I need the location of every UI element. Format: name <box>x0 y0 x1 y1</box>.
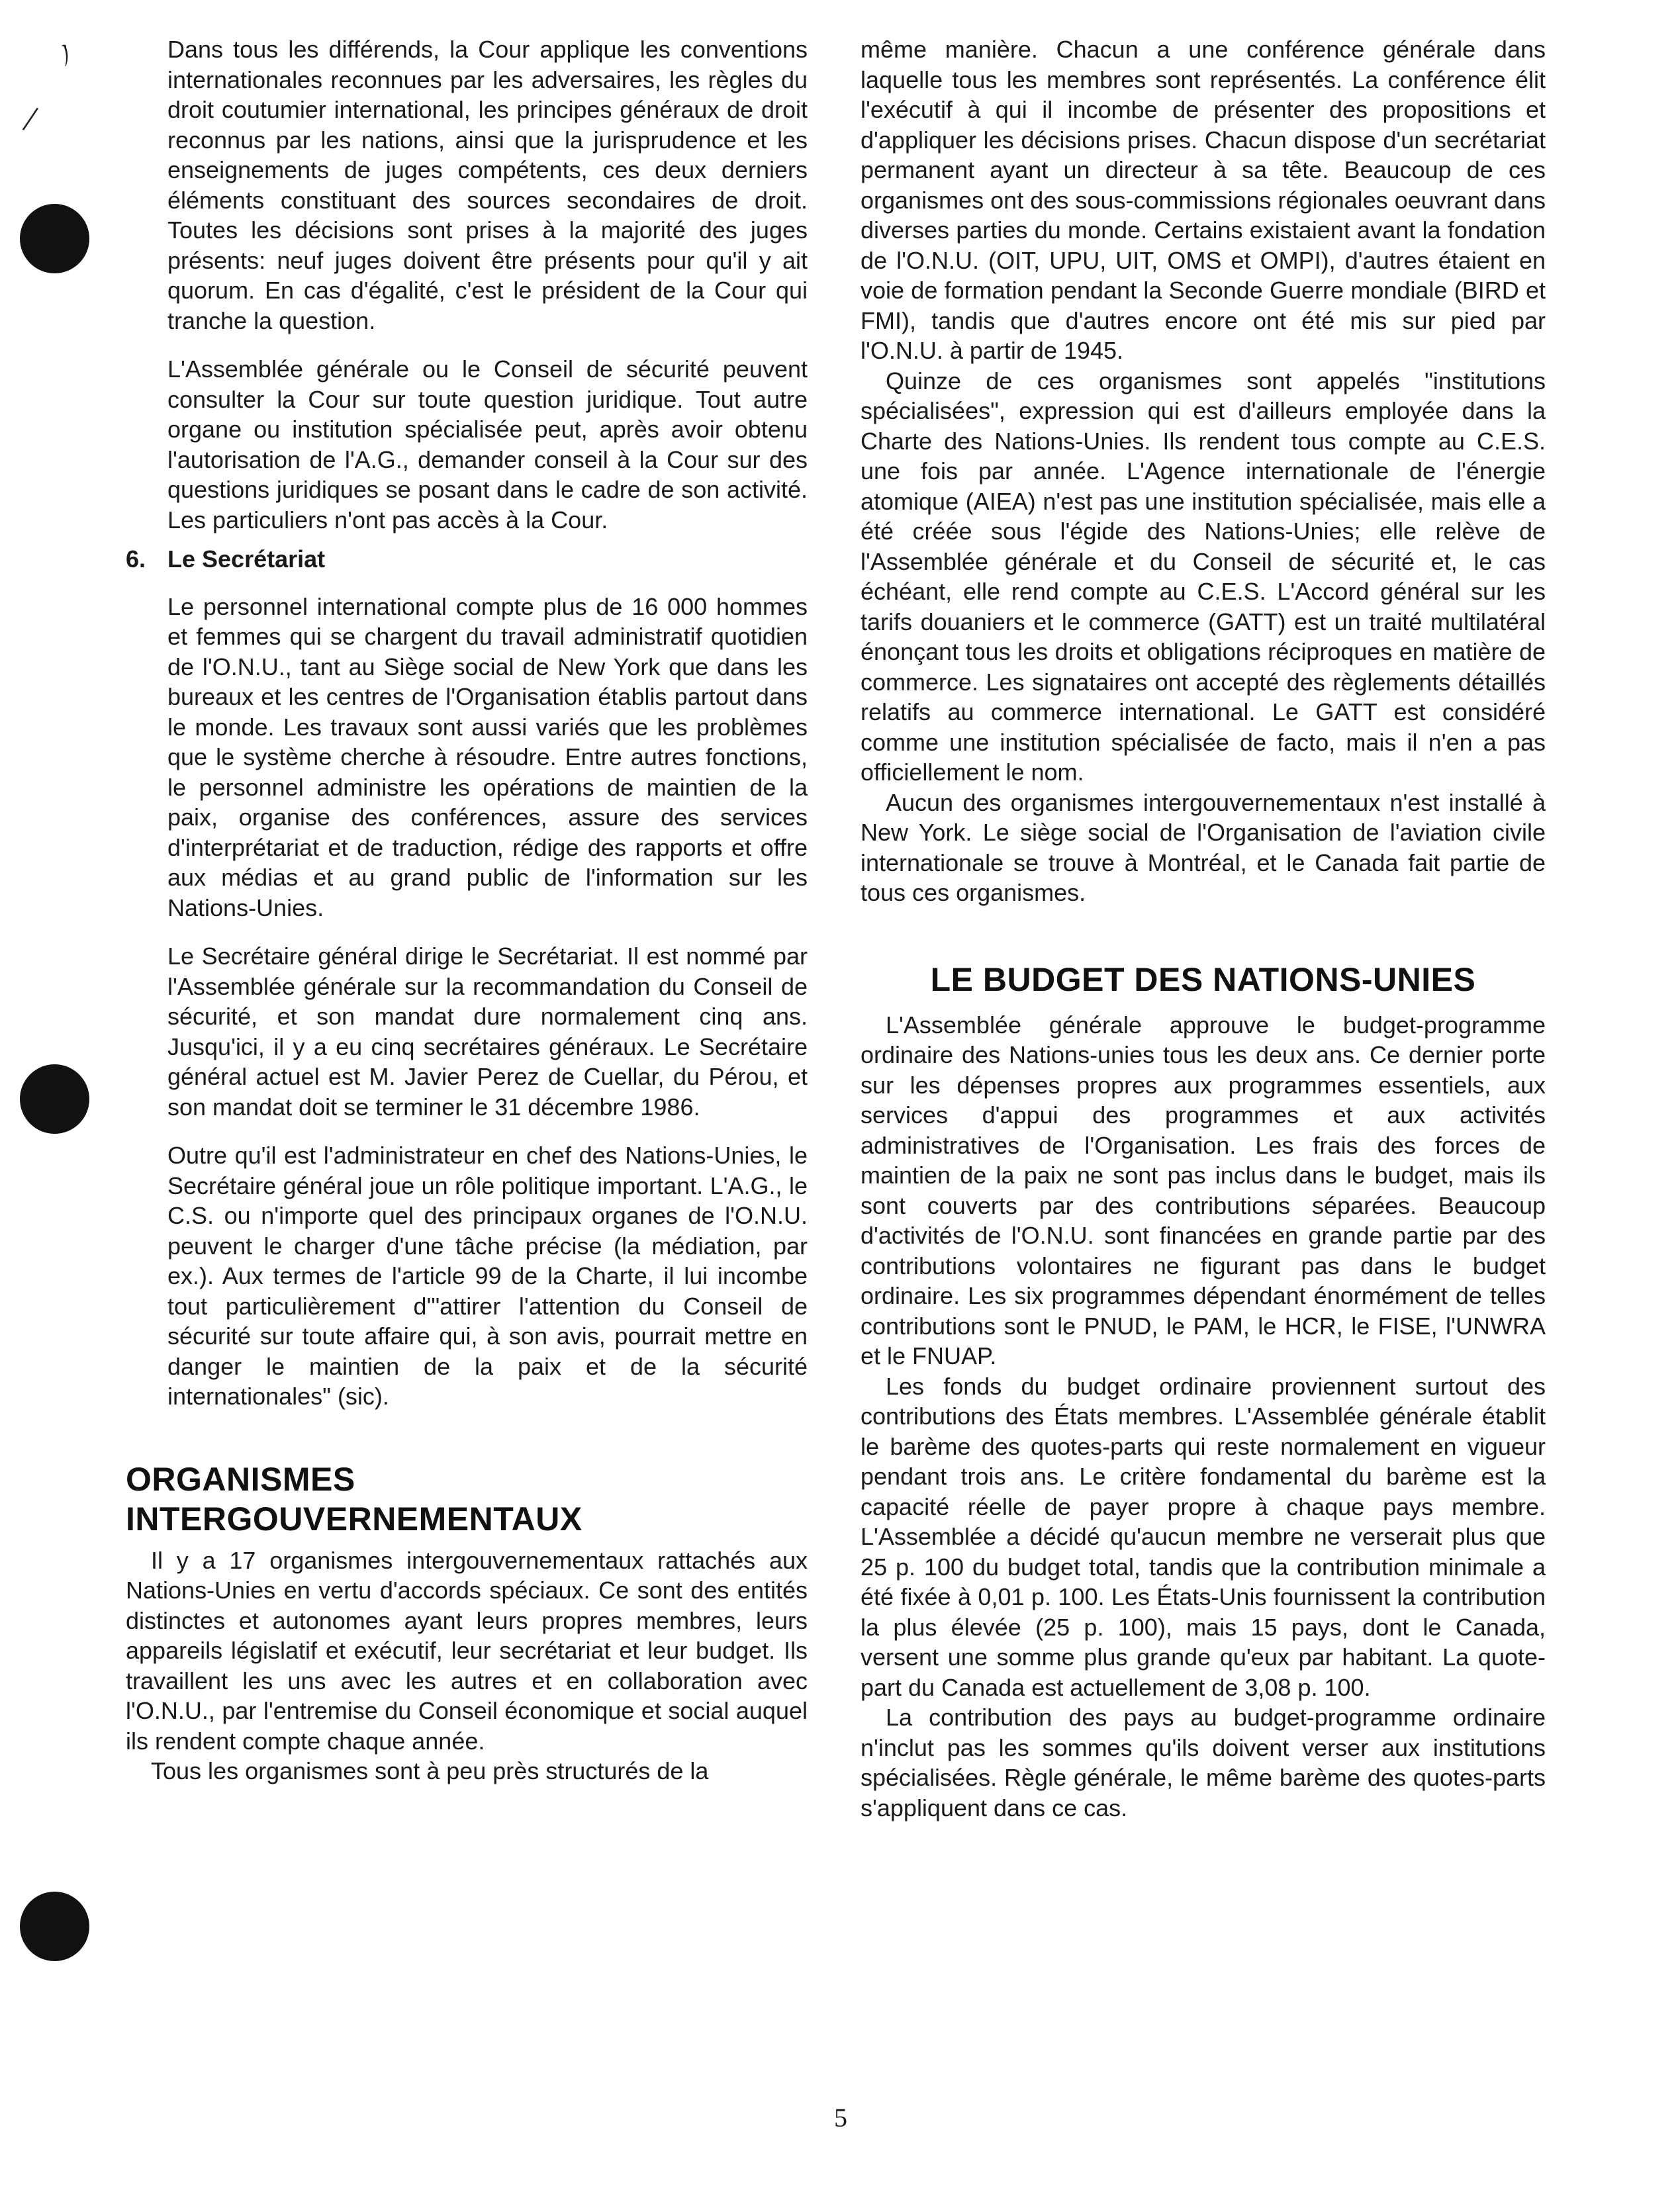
margin-mark-top: ﾉ <box>52 38 79 71</box>
punch-hole-middle <box>20 1064 89 1134</box>
right-column <box>861 34 1546 1823</box>
budget-paragraph: L'Assemblée générale approuve le budget-programme ordinaire des Nations-unies tous les deux ans. Ce dernier porte sur les dépenses propres aux programmes essentiels, aux services d'appui des programmes et aux activités administratives de l'Organisation. Les frais des forces de maintien de la paix ne sont pas inclus dans le budget, mais ils sont couverts par des contributions séparées. Beaucoup d'activités de l'O.N.U. sont financées en grande partie par des contributions volontaires ne figurant pas dans le budget ordinaire. Les six programmes dépendant énormément de telles contributions sont le PNUD, le PAM, le HCR, le FISE, l'UNWRA et le FNUAP. <box>861 1011 1546 1369</box>
page-number: 5 <box>834 2103 847 2133</box>
budget-paragraph: La contribution des pays au budget-programme ordinaire n'inclut pas les sommes qu'ils doivent verser aux institutions spécialisées. Règle générale, le même barème des quotes-parts s'appliquent dans ce cas. <box>861 1704 1546 1821</box>
organismes-paragraph: Aucun des organismes intergouvernementaux n'est installé à New York. Le siège social de l'Organisation de l'aviation civile internationale se trouve à Montréal, et le Canada fait partie de tous ces organismes. <box>861 788 1546 906</box>
organismes-paragraph: Il y a 17 organismes intergouvernementaux rattachés aux Nations-Unies en vertu d'accords spéciaux. Ce sont des entités distinctes et autonomes ayant leurs propres membres, leurs appareils législatif et exécutif, leur secrétariat et leur budget. Ils travaillent les uns avec les autres et en collaboration avec l'O.N.U., par l'entremise du Conseil économique et social auquel ils rendent compte chaque année. <box>126 1546 808 1755</box>
continuation-paragraph: même manière. Chacun a une conférence générale dans laquelle tous les membres sont représentés. La conférence élit l'exécutif à qui il incombe de présenter des propositions et d'appliquer les décisions prises. Chacun dispose d'un secrétariat permanent ayant un directeur à sa tête. Beaucoup de ces organismes ont des sous-commissions régionales oeuvrant dans diverses parties du monde. Certains existaient avant la fondation de l'O.N.U. (OIT, UPU, UIT, OMS et OMPI), d'autres étaient en voie de formation pendant la Seconde Guerre mondiale (BIRD et FMI), tandis que d'autres encore ont été mis sur pied par l'O.N.U. à partir de 1945. <box>861 36 1546 364</box>
section-title: Le Secrétariat <box>167 545 326 573</box>
punch-hole-bottom <box>20 1892 89 1961</box>
organismes-heading: ORGANISMES INTERGOUVERNEMENTAUX <box>126 1460 583 1538</box>
secretariat-paragraph: Le Secrétaire général dirige le Secrétariat. Il est nommé par l'Assemblée générale sur la recommandation du Conseil de sécurité, et son mandat dure normalement cinq ans. Jusqu'ici, il y a eu cinq secrétaires généraux. Le Secrétaire général actuel est M. Javier Perez de Cuellar, du Pérou, et son mandat doit se terminer le 31 décembre 1986. <box>167 943 808 1121</box>
margin-mark-check: / <box>20 98 41 140</box>
court-paragraph: L'Assemblée générale ou le Conseil de sécurité peuvent consulter la Cour sur toute question juridique. Tout autre organe ou institution spécialisée peut, après avoir obtenu l'autorisation de l'A.G., demander conseil à la Cour sur des questions juridiques se posant dans le cadre de son activité. Les particuliers n'ont pas accès à la Cour. <box>167 355 808 533</box>
secretariat-heading <box>126 544 808 575</box>
court-section <box>126 34 808 535</box>
secretariat-paragraph: Le personnel international compte plus de 16 000 hommes et femmes qui se chargent du travail administratif quotidien de l'O.N.U., tant au Siège social de New York que dans les bureaux et les centres de l'Organisation établis partout dans le monde. Les travaux sont aussi variés que les problèmes que le système cherche à résoudre. Entre autres fonctions, le personnel administre les opérations de maintien de la paix, organise des conférences, assure des services d'interprétariat et de traduction, rédige des rapports et offre aux médias et au grand public de l'information sur les Nations-Unies. <box>167 592 808 921</box>
punch-hole-top <box>20 204 89 273</box>
secretariat-paragraph: Outre qu'il est l'administrateur en chef des Nations-Unies, le Secrétaire général joue un rôle politique important. L'A.G., le C.S. ou n'importe quel des principaux organes de l'O.N.U. peuvent le charger d'une tâche précise (la médiation, par ex.). Aux termes de l'article 99 de la Charte, il lui incombe tout particulièrement d'"attirer l'attention du Conseil de sécurité sur toute affaire qui, à son avis, pourrait mettre en danger le maintien de la paix et de la sécurité internationales" (sic). <box>167 1142 808 1410</box>
organismes-paragraph: Tous les organismes sont à peu près structurés de la <box>151 1757 709 1784</box>
budget-heading: LE BUDGET DES NATIONS-UNIES <box>930 960 1476 998</box>
secretariat-section <box>126 592 808 1412</box>
organismes-paragraph: Quinze de ces organismes sont appelés "institutions spécialisées", expression qui est d'ailleurs employée dans la Charte des Nations-Unies. Ils rendent tous compte au C.E.S. une fois par année. L'Agence internationale de l'énergie atomique (AIEA) n'est pas une institution spécialisée, mais elle a été créée sous l'égide des Nations-Unies; elle relève de l'Assemblée générale et du Conseil de sécurité et, le cas échéant, elle rend compte au C.E.S. L'Accord général sur les tarifs douaniers et le commerce (GATT) est un traité multilatéral énonçant tous les droits et obligations réciproques en matière de commerce. Les signataires ont accepté des règlements détaillés relatifs au commerce international. Le GATT est considéré comme une institution spécialisée de facto, mais il n'en a pas officiellement le nom. <box>861 367 1546 786</box>
court-paragraph: Dans tous les différends, la Cour applique les conventions internationales reconnues par les adversaires, les règles du droit coutumier international, les principes généraux de droit reconnus par les nations, ainsi que la jurisprudence et les enseignements de juges compétents, ces deux derniers éléments constituant des sources secondaires de droit. Toutes les décisions sont prises à la majorité des juges présents: neuf juges doivent être présents pour qu'il y ait quorum. En cas d'égalité, c'est le président de la Cour qui tranche la question. <box>167 36 808 334</box>
section-number: 6. <box>126 545 146 573</box>
budget-paragraph: Les fonds du budget ordinaire proviennent surtout des contributions des États membres. L'Assemblée générale établit le barème des quotes-parts qui reste normalement en vigueur pendant trois ans. Le critère fondamental du barème est la capacité réelle de payer propre à chaque pays membre. L'Assemblée a décidé qu'aucun membre ne verserait plus que 25 p. 100 du budget total, tandis que la contribution minimale a été fixée à 0,01 p. 100. Les États-Unis fournissent la contribution la plus élevée (25 p. 100), mais 15 pays, dont le Canada, versent une somme plus grande qu'eux par habitant. La quote-part du Canada est actuellement de 3,08 p. 100. <box>861 1372 1546 1701</box>
left-column <box>126 34 808 1786</box>
